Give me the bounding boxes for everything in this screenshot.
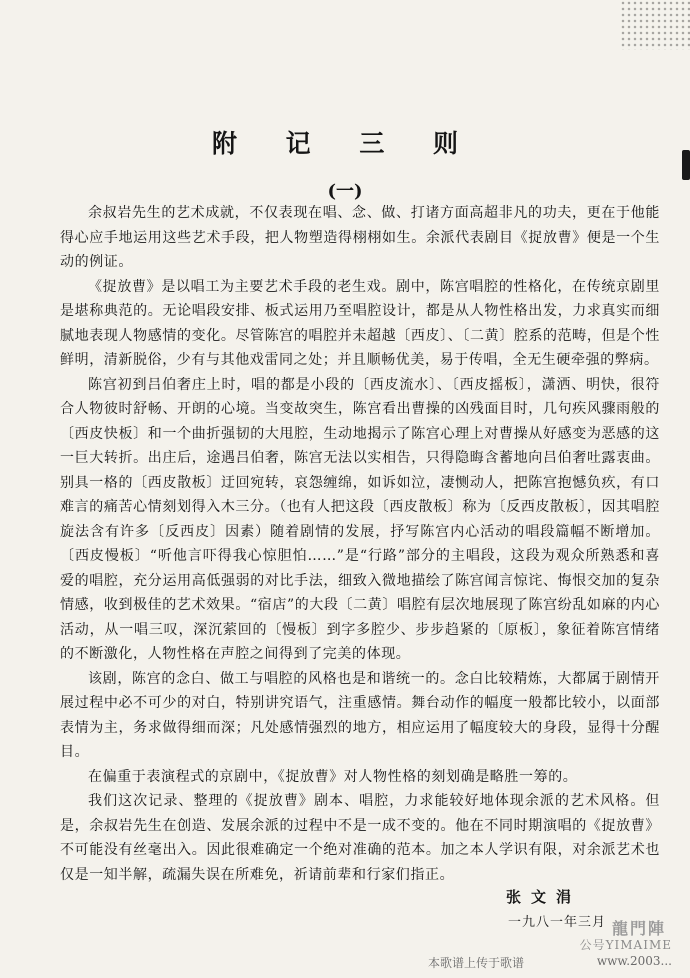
- footer-text: 本歌谱上传于歌谱: [428, 956, 525, 970]
- paragraph: 余叔岩先生的艺术成就，不仅表现在唱、念、做、打诸方面高超非凡的功夫，更在于他能得心应手地运用这些艺术手段，把人物塑造得栩栩如生。余派代表剧目《捉放曹》便是一个生动的例证。: [60, 205, 660, 270]
- paragraph: 陈宫初到吕伯奢庄上时，唱的都是小段的〔西皮流水〕、〔西皮摇板〕，潇洒、明快，很符合人物彼时舒畅、开朗的心境。当变故突生，陈宫看出曹操的凶残面目时，几句疾风骤雨般的〔西皮快板〕和一个曲折强韧的大甩腔，生动地揭示了陈宫心理上对曹操从好感变为恶感的这一巨大转折。出庄后，途遇吕伯奢，陈宫无法以实相告，只得隐晦含蓄地向吕伯奢吐露衷曲。别具一格的〔西皮散板〕迂回宛转，哀怨缠绵，如诉如泣，凄恻动人，把陈宫抱憾负疚，有口难言的痛苦心情刻划得入木三分。（也有人把这段〔西皮散板〕称为〔反西皮散板〕，因其唱腔旋法含有许多〔反西皮〕因素）随着剧情的发展，抒写陈宫内心活动的唱段篇幅不断增加。〔西皮慢板〕“听他言吓得我心惊胆怕……”是“行路”部分的主唱段，这段为观众所熟悉和喜爱的唱腔，充分运用高低强弱的对比手法，细致入微地描绘了陈宫闻言惊诧、悔恨交加的复杂情感，收到极佳的艺术效果。“宿店”的大段〔二黄〕唱腔有层次地展现了陈宫纷乱如麻的内心活动，从一唱三叹，深沉萦回的〔慢板〕到字多腔少、步步趋紧的〔原板〕，象征着陈宫情绪的不断激化，人物性格在声腔之间得到了完美的体现。: [60, 376, 660, 662]
- body-text: [60, 201, 660, 887]
- page-title: 附 记 三 则: [211, 129, 479, 158]
- paragraph: 我们这次记录、整理的《捉放曹》剧本、唱腔，力求能较好地体现余派的艺术风格。但是，余叔岩先生在创造、发展余派的过程中不是一成不变的。他在不同时期演唱的《捉放曹》不可能没有丝毫出入。因此很难确定一个绝对准确的范本。加之本人学识有限，对余派艺术也仅是一知半解，疏漏失误在所难免，祈请前辈和行家们指正。: [60, 793, 660, 883]
- scan-noise: [620, 0, 690, 50]
- watermark-logo: 龍門陣: [611, 919, 666, 938]
- signature-date: 一九八一年三月: [508, 915, 607, 930]
- paragraph: 《捉放曹》是以唱工为主要艺术手段的老生戏。剧中，陈宫唱腔的性格化，在传统京剧里是堪称典范的。无论唱段安排、板式运用乃至唱腔设计，都是从人物性格出发，力求真实而细腻地表现人物感情的变化。尽管陈宫的唱腔并未超越〔西皮〕、〔二黄〕腔系的范畴，但是个性鲜明，清新脱俗，少有与其他戏雷同之处；并且顺畅优美，易于传唱，全无生硬牵强的弊病。: [60, 278, 660, 368]
- watermark-brand: 公号YIMAIME: [579, 938, 672, 952]
- signature-name: 张文涓: [506, 888, 582, 906]
- footer-site: www.2003...: [596, 954, 672, 968]
- paragraph: 在偏重于表演程式的京剧中，《捉放曹》对人物性格的刻划确是略胜一筹的。: [88, 768, 578, 785]
- paragraph: 该剧，陈宫的念白、做工与唱腔的风格也是和谐统一的。念白比较精炼，大都属于剧情开展过程中必不可少的对白，特别讲究语气，注重感情。舞台动作的幅度一般都比较小，以面部表情为主，务求做得细而深；凡处感情强烈的地方，相应运用了幅度较大的身段，显得十分醒目。: [60, 670, 660, 760]
- section-heading: (一): [327, 181, 363, 202]
